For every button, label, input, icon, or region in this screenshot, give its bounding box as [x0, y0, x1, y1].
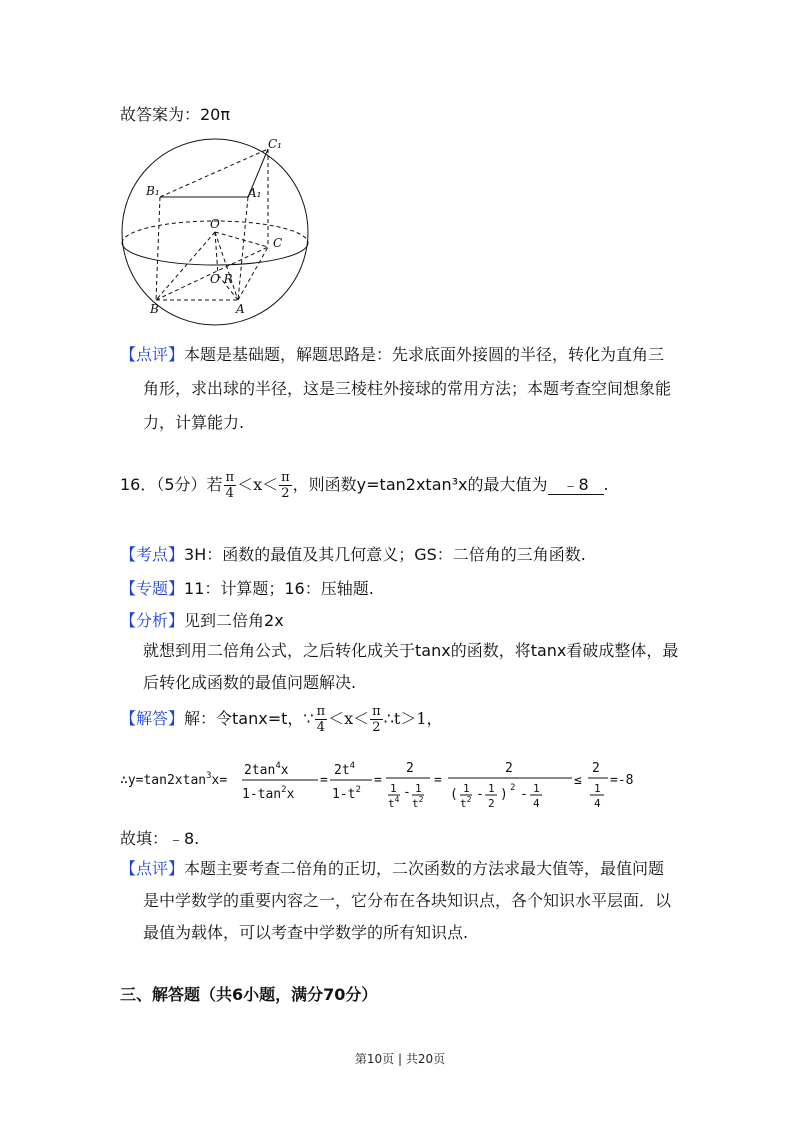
frac-pi-2: $\frac{\pi}{2}$: [281, 470, 290, 501]
svg-text:2: 2: [488, 797, 495, 810]
comment1-line1: 【点评】本题是基础题，解题思路是：先求底面外接圆的半径，转化为直角三: [120, 345, 665, 364]
svg-text:1: 1: [415, 782, 422, 795]
svg-text:4: 4: [533, 797, 540, 810]
svg-text:∴y=tan2xtan3x=: ∴y=tan2xtan$^3$x=: [120, 771, 228, 788]
svg-text:=: =: [434, 773, 442, 788]
svg-text:-: -: [403, 785, 411, 800]
comment1-tag: 【点评】: [120, 345, 185, 364]
svg-text:4: 4: [594, 797, 601, 810]
seg-o-b: [156, 232, 215, 300]
label-c1: C₁: [268, 137, 282, 151]
edge-b1-b: [156, 197, 160, 300]
svg-text:1: 1: [463, 782, 470, 795]
label-o: O: [210, 217, 220, 231]
sphere-prism-figure: [118, 135, 318, 330]
fenxi-line2: 就想到用二倍角公式，之后转化成关于tanx的函数，将tanx看破成整体，最: [143, 641, 679, 660]
jieda-line: 【解答】解：令tanx=t，∵ $\frac{\pi}{4}$ ＜x＜ $\frac{\pi}{2}$ ∴t＞1，: [120, 704, 443, 735]
svg-text:1: 1: [488, 782, 495, 795]
frac-pi-2-b: $\frac{\pi}{2}$: [372, 704, 381, 735]
question-16: 16．（5分）若 $\frac{\pi}{4}$ ＜x＜ $\frac{\pi}{2}$ ，则函数y=tan2xtan³x的最大值为 ﹣8 .: [120, 470, 609, 501]
frac-pi-4: $\frac{\pi}{4}$: [225, 470, 235, 501]
svg-text:2: 2: [592, 761, 600, 776]
svg-text:≤: ≤: [574, 773, 582, 788]
svg-text:-: -: [520, 787, 528, 802]
label-a1: A₁: [248, 186, 262, 200]
svg-text:1: 1: [533, 782, 540, 795]
fenxi-line: 【分析】见到二倍角2x: [120, 611, 284, 630]
fenxi-line3: 后转化成函数的最值问题解决.: [143, 673, 357, 692]
label-a: A: [236, 302, 245, 316]
comment2-line3: 最值为载体，可以考查中学数学的所有知识点.: [143, 923, 469, 942]
svg-text:t2: $t^2$: [460, 795, 472, 810]
kaodian-line: 【考点】3H：函数的最值及其几何意义；GS：二倍角的三角函数.: [120, 545, 586, 564]
svg-text:t2: $t^2$: [412, 795, 424, 810]
answer-blank: ﹣8: [548, 476, 604, 495]
comment1-line3: 力，计算能力.: [143, 413, 245, 432]
svg-text:1: 1: [594, 782, 601, 795]
svg-text:1-tan2x: $1-\tan^2x$: [242, 785, 295, 802]
frac-pi-4-b: $\frac{\pi}{4}$: [316, 704, 326, 735]
svg-text:(: (: [450, 787, 458, 802]
guti-line: 故填：﹣8.: [120, 829, 200, 848]
svg-text:2t4: $2t^4$: [334, 761, 356, 778]
svg-text:2: 2: [406, 761, 414, 776]
solution-equation: [120, 752, 680, 812]
label-c: C: [273, 236, 283, 250]
svg-text:=: =: [320, 773, 328, 788]
svg-text:2: 2: [505, 761, 513, 776]
svg-text:t4: $t^4$: [388, 795, 400, 810]
svg-text:2tan4x: $2\tan^4x$: [244, 761, 289, 778]
section-3-heading: 三、解答题（共6小题，满分70分）: [120, 985, 378, 1004]
seg-o-a: [215, 232, 238, 300]
zhuanti-line: 【专题】11：计算题；16：压轴题.: [120, 579, 374, 598]
comment1-line2: 角形，求出球的半径，这是三棱柱外接球的常用方法；本题考查空间想象能: [143, 379, 672, 398]
comment2-line2: 是中学数学的重要内容之一，它分布在各块知识点，各个知识水平层面．以: [143, 891, 672, 910]
seg-o-o1: [215, 232, 218, 275]
svg-text:=: =: [374, 773, 382, 788]
svg-text:1-t2: $1-t^2$: [332, 785, 361, 802]
label-o-r: O R: [210, 272, 233, 286]
svg-text:): ): [500, 787, 508, 802]
svg-text:-: -: [476, 787, 484, 802]
svg-text:1: 1: [390, 782, 397, 795]
svg-text:2: 2: [510, 783, 516, 793]
page-footer: 第10页 | 共20页: [354, 1052, 446, 1066]
answer-line: 故答案为：20π: [120, 105, 230, 124]
seg-o-c: [215, 232, 268, 247]
label-b: B: [150, 302, 159, 316]
label-b1: B₁: [146, 184, 160, 198]
comment2-line1: 【点评】本题主要考查二倍角的正切，二次函数的方法求最大值等，最值问题: [120, 859, 665, 878]
svg-text:=-8: =-8: [610, 773, 634, 788]
